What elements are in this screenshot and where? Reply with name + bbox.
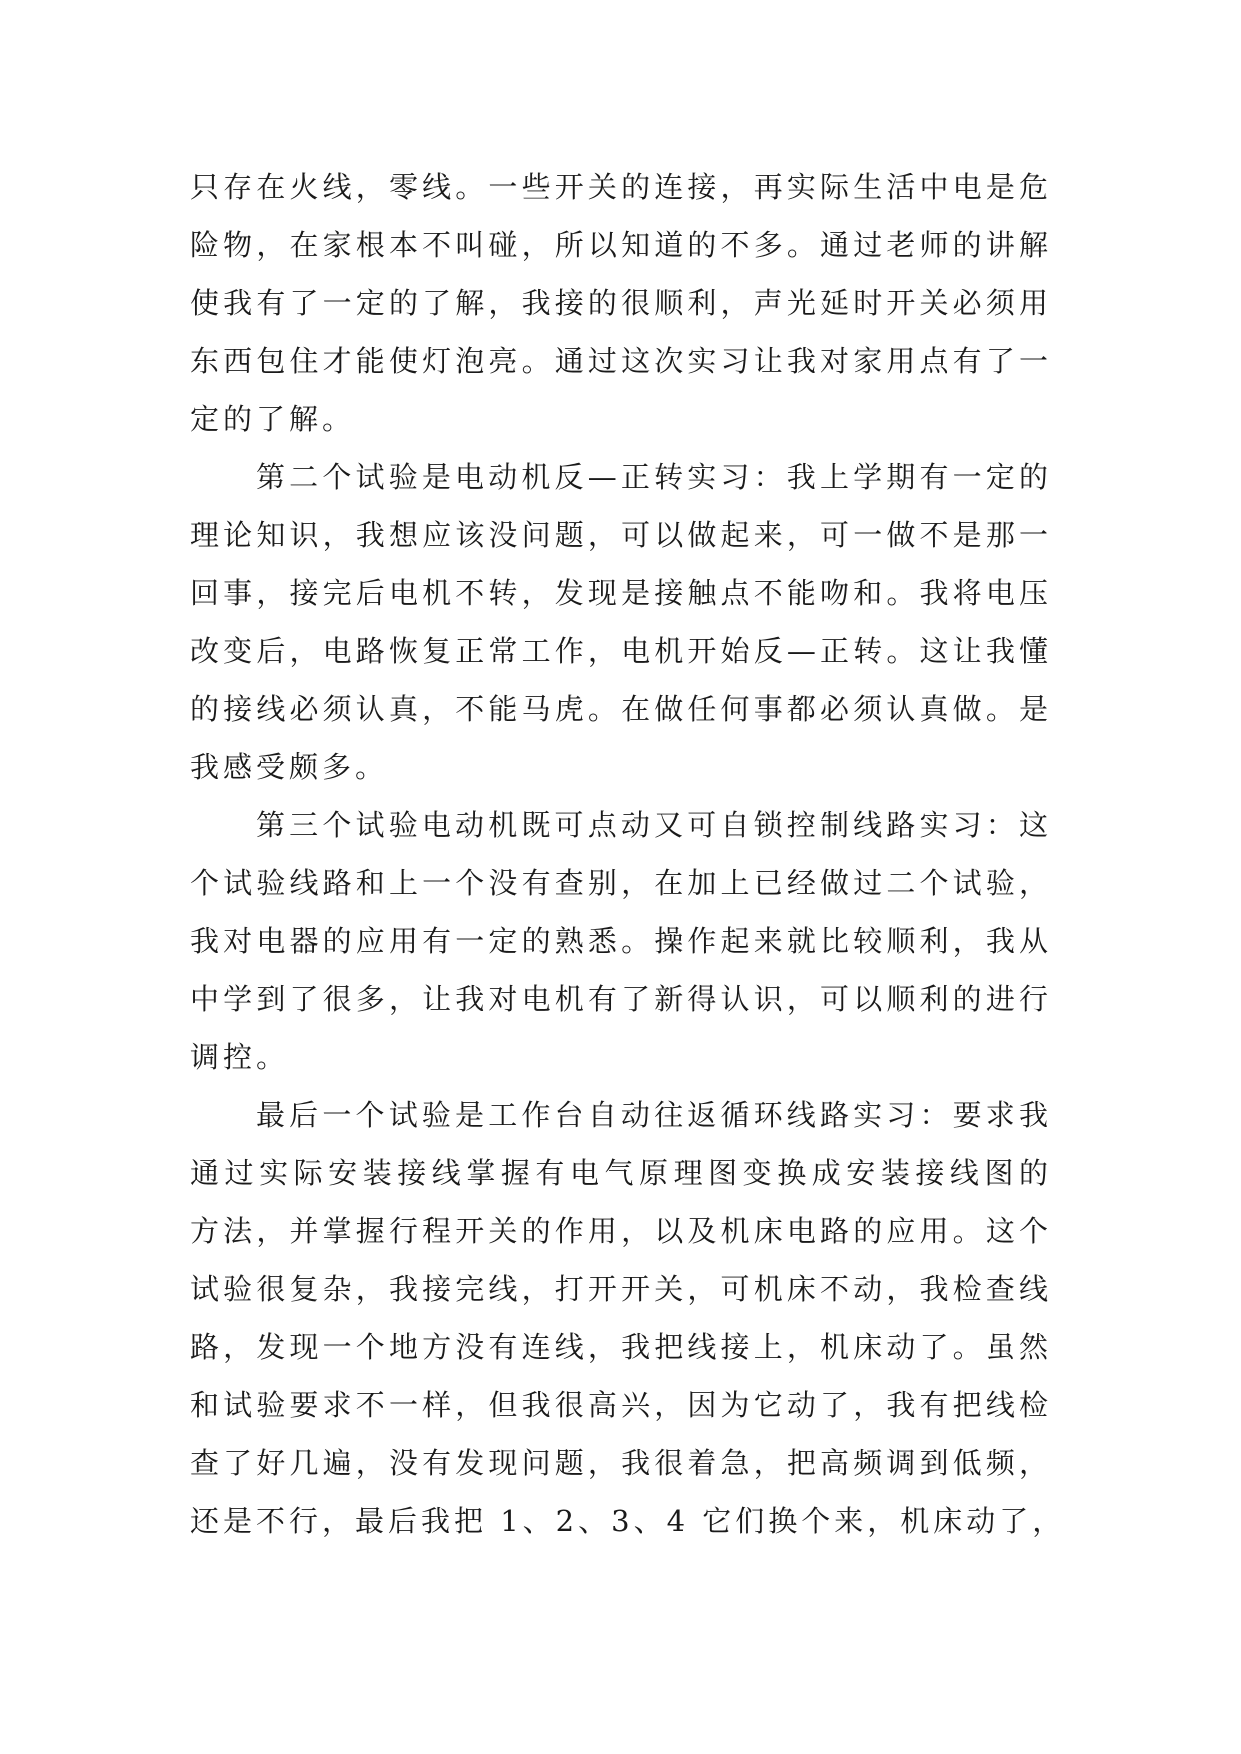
text-line: 回事，接完后电机不转，发现是接触点不能吻和。我将电压 (190, 576, 1052, 610)
text-line: 只存在火线，零线。一些开关的连接，再实际生活中电是危 (190, 170, 1052, 204)
text-line: 理论知识，我想应该没问题，可以做起来，可一做不是那一 (190, 518, 1052, 552)
text-line: 中学到了很多，让我对电机有了新得认识，可以顺利的进行 (190, 982, 1052, 1016)
text-line: 还是不行，最后我把 1、2、3、4 它们换个来，机床动了， (190, 1504, 1066, 1538)
text-line: 东西包住才能使灯泡亮。通过这次实习让我对家用点有了一 (190, 344, 1052, 378)
document-body (190, 158, 1066, 1550)
text-line: 我感受颇多。 (190, 750, 389, 784)
paragraph (190, 158, 1052, 448)
text-line: 最后一个试验是工作台自动往返循环线路实习：要求我 (256, 1098, 1052, 1132)
text-line: 我对电器的应用有一定的熟悉。操作起来就比较顺利，我从 (190, 924, 1052, 958)
text-line: 调控。 (190, 1040, 290, 1074)
text-line: 路，发现一个地方没有连线，我把线接上，机床动了。虽然 (190, 1330, 1052, 1364)
text-line: 查了好几遍，没有发现问题，我很着急，把高频调到低频， (190, 1446, 1052, 1480)
text-line: 第三个试验电动机既可点动又可自锁控制线路实习：这 (256, 808, 1052, 842)
text-line: 通过实际安装接线掌握有电气原理图变换成安装接线图的 (190, 1156, 1052, 1190)
text-line: 的接线必须认真，不能马虎。在做任何事都必须认真做。是 (190, 692, 1052, 726)
paragraph (190, 1086, 1066, 1550)
text-line: 和试验要求不一样，但我很高兴，因为它动了，我有把线检 (190, 1388, 1052, 1422)
paragraph (190, 796, 1052, 1086)
text-line: 第二个试验是电动机反—正转实习：我上学期有一定的 (256, 460, 1052, 494)
text-line: 定的了解。 (190, 402, 356, 436)
text-line: 方法，并掌握行程开关的作用，以及机床电路的应用。这个 (190, 1214, 1052, 1248)
text-line: 险物，在家根本不叫碰，所以知道的不多。通过老师的讲解 (190, 228, 1052, 262)
paragraph (190, 448, 1052, 796)
text-line: 个试验线路和上一个没有查别，在加上已经做过二个试验， (190, 866, 1052, 900)
text-line: 改变后，电路恢复正常工作，电机开始反—正转。这让我懂 (190, 634, 1052, 668)
text-line: 使我有了一定的了解，我接的很顺利，声光延时开关必须用 (190, 286, 1052, 320)
text-line: 试验很复杂，我接完线，打开开关，可机床不动，我检查线 (190, 1272, 1052, 1306)
